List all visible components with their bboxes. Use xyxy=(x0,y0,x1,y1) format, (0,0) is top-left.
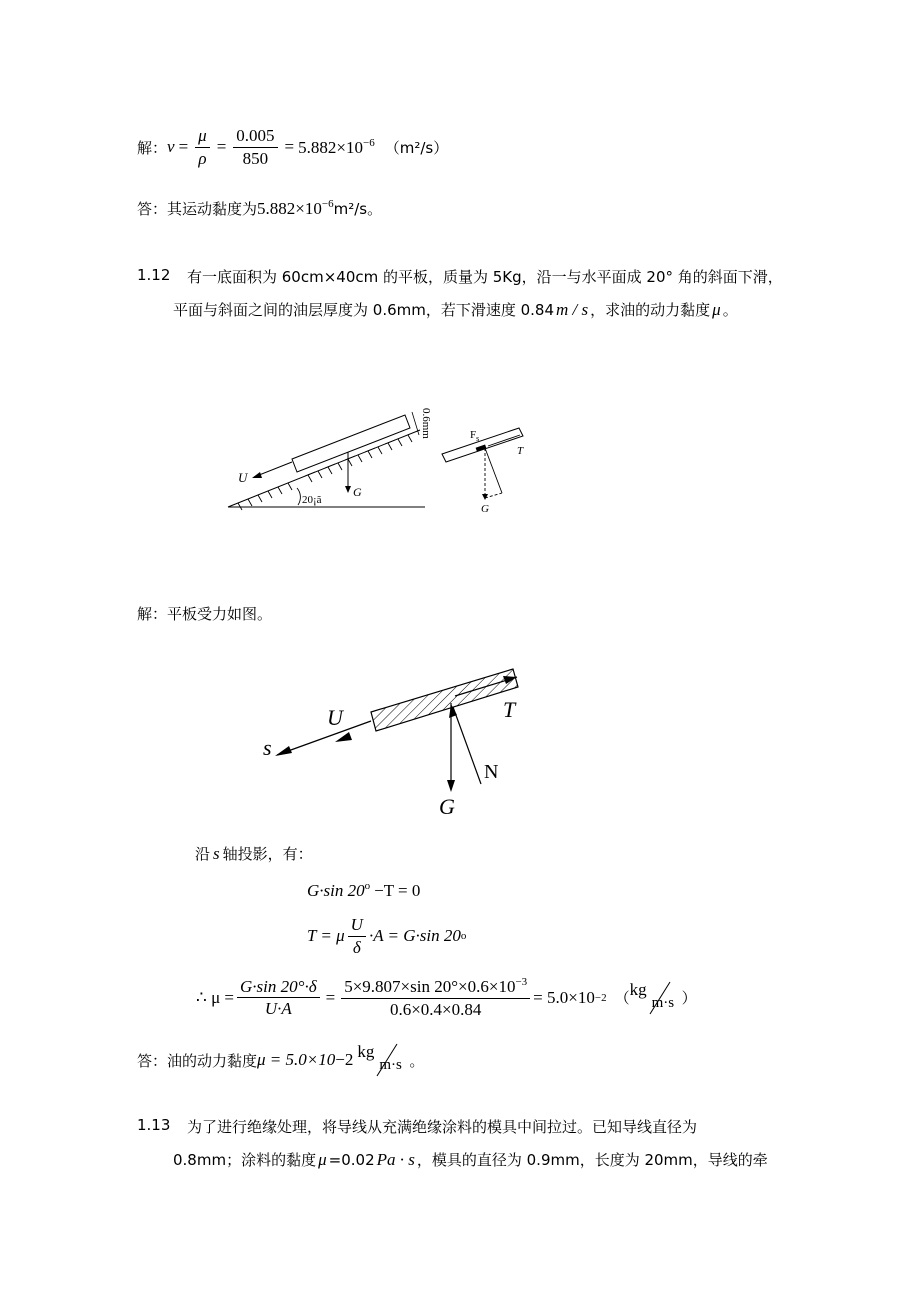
fbd-plate xyxy=(442,428,523,462)
projection-text: 沿 s 轴投影，有： xyxy=(195,844,313,863)
label-G: G xyxy=(353,485,362,499)
label-G2: G xyxy=(481,503,489,515)
velocity-arrow xyxy=(252,472,262,478)
fraction-symbolic: $\frac{G\cdot\sin 20^\circ\cdot\delta}{U\cdot A}$ xyxy=(237,978,320,1019)
result-unit: （m²/s） xyxy=(384,138,449,157)
label-U: U xyxy=(327,705,343,730)
problem-1-12-number: 1.12 xyxy=(137,266,171,284)
unit-kg-per-ms: kg m·s xyxy=(630,980,682,1016)
label-angle: 20¡ã xyxy=(302,494,322,506)
normal-line xyxy=(453,707,481,784)
fraction-values: $\frac{0.005}{850}$ xyxy=(233,127,277,168)
label-thickness: 0.6mm xyxy=(420,408,432,439)
figure-inclined-plate xyxy=(220,390,540,520)
equation-2: T = μ $\frac{U}{\delta}$ ·A = G·sin 20 o xyxy=(307,915,467,957)
unit-kg-per-ms-answer: kg m·s xyxy=(357,1042,409,1078)
equation-3: ∴ μ = $\frac{G\cdot\sin 20^\circ\cdot\delta}{U\cdot A}$ = $\frac{5\times 9.807\times\sin 20^\circ\times 0.6\times 10^{-3}}{0.6\times 0.4\times 0.84}$ = 5.0×10 −2 （ kg m·s ） xyxy=(196,976,697,1019)
label-T: T xyxy=(517,445,524,457)
label-G: G xyxy=(439,794,455,819)
problem-1-12-line-2: 平面与斜面之间的油层厚度为 0.6mm，若下滑速度 0.84 m / s ，求油的动力黏度 μ 。 xyxy=(173,300,738,319)
hatched-plate xyxy=(371,669,518,731)
problem-1-12-line-1: 有一底面积为 60cm×40cm 的平板，质量为 5Kg，沿一与水平面成 20° 角的斜面下滑， xyxy=(187,268,783,286)
gravity-arrow xyxy=(345,486,351,493)
solution-2-text: 解：平板受力如图。 xyxy=(137,605,273,623)
solution-1-equation: 解： ν = $\frac{\mu}{\rho}$ = $\frac{0.005}{850}$ = $5.882\times 10^{-6}$ （m²/s） xyxy=(137,125,449,168)
label-Fs: $F_s$ xyxy=(470,429,480,443)
problem-1-13-line-2: 0.8mm；涂料的黏度 μ =0.02 Pa · s ，模具的直径为 0.9mm，长度为 20mm，导线的牵 xyxy=(173,1150,768,1169)
problem-1-13-number: 1.13 xyxy=(137,1116,171,1134)
figure-force-diagram xyxy=(255,660,535,820)
symbol-nu: ν xyxy=(167,137,175,156)
solution-label: 解： xyxy=(137,138,168,157)
problem-1-13-line-1: 为了进行绝缘处理，将导线从充满绝缘涂料的模具中间拉过。已知导线直径为 xyxy=(187,1118,698,1136)
answer-1-value: $5.882\times 10^{-6}$ xyxy=(257,198,334,218)
s-axis xyxy=(277,721,371,755)
fraction-mu-rho: $\frac{\mu}{\rho}$ xyxy=(195,127,210,168)
answer-1: 答：其运动黏度为 $5.882\times 10^{-6}$ m²/s。 xyxy=(137,198,383,218)
label-T: T xyxy=(503,697,516,722)
answer-2: 答：油的动力黏度 μ = 5.0×10 −2 kg m·s 。 xyxy=(137,1042,424,1078)
fraction-numeric: $\frac{5\times 9.807\times\sin 20^\circ\times 0.6\times 10^{-3}}{0.6\times 0.4\times 0.84}$ xyxy=(341,977,530,1019)
result-value: $5.882\times 10^{-6}$ xyxy=(298,136,375,157)
label-s: s xyxy=(263,735,272,760)
fraction-U-delta: $\frac{U}{\delta}$ xyxy=(348,916,366,957)
label-N: N xyxy=(484,761,499,783)
gravity-arrow xyxy=(447,780,455,792)
label-U: U xyxy=(238,470,248,485)
equals-sign: = xyxy=(178,137,189,156)
equation-1: G·sin $20^o -T = 0$ xyxy=(307,880,421,900)
